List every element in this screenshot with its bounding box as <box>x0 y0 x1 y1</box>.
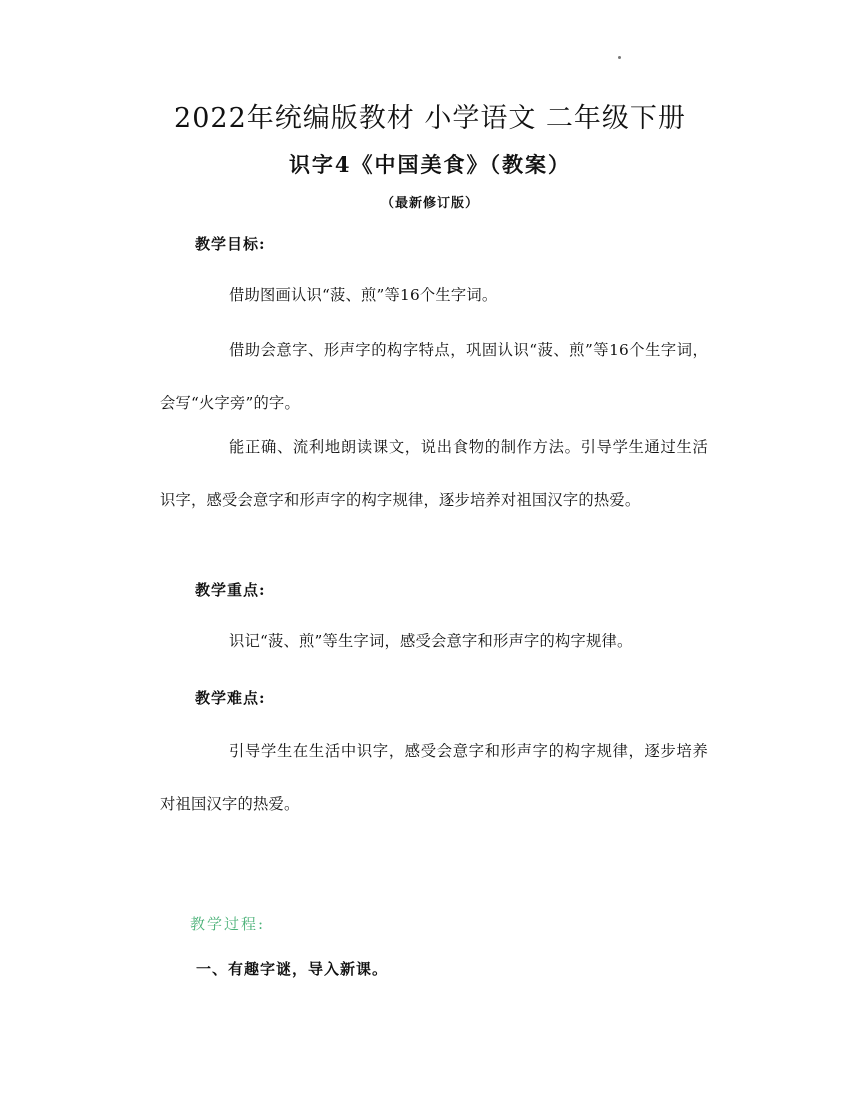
process-step-1: 一、有趣字谜，导入新课。 <box>196 960 389 978</box>
key-points-heading: 教学重点: <box>195 581 266 599</box>
edition-label: （最新修订版） <box>380 196 479 211</box>
objectives-heading: 教学目标: <box>195 235 266 253</box>
page-mark-dot <box>618 56 621 59</box>
document-subtitle: 识字4《中国美食》（教案） <box>288 152 572 177</box>
document-title: 2022年统编版教材 小学语文 二年级下册 <box>174 103 686 134</box>
objective-paragraph-1: 借助图画认识“菠、煎”等16个生字词。 <box>229 286 498 304</box>
difficulties-heading: 教学难点: <box>195 689 266 707</box>
process-heading: 教学过程: <box>190 915 266 933</box>
key-points-paragraph: 识记“菠、煎”等生字词，感受会意字和形声字的构字规律。 <box>229 632 633 650</box>
difficulties-paragraph: 引导学生在生活中识字，感受会意字和形声字的构字规律，逐步培养对祖国汉字的热爱。 <box>160 742 708 813</box>
objective-paragraph-3: 能正确、流利地朗读课文，说出食物的制作方法。引导学生通过生活识字，感受会意字和形声字的构字规律，逐步培养对祖国汉字的热爱。 <box>160 438 708 509</box>
objective-paragraph-2: 借助会意字、形声字的构字特点，巩固认识“菠、煎”等16个生字词，会写“火字旁”的字。 <box>160 341 708 412</box>
